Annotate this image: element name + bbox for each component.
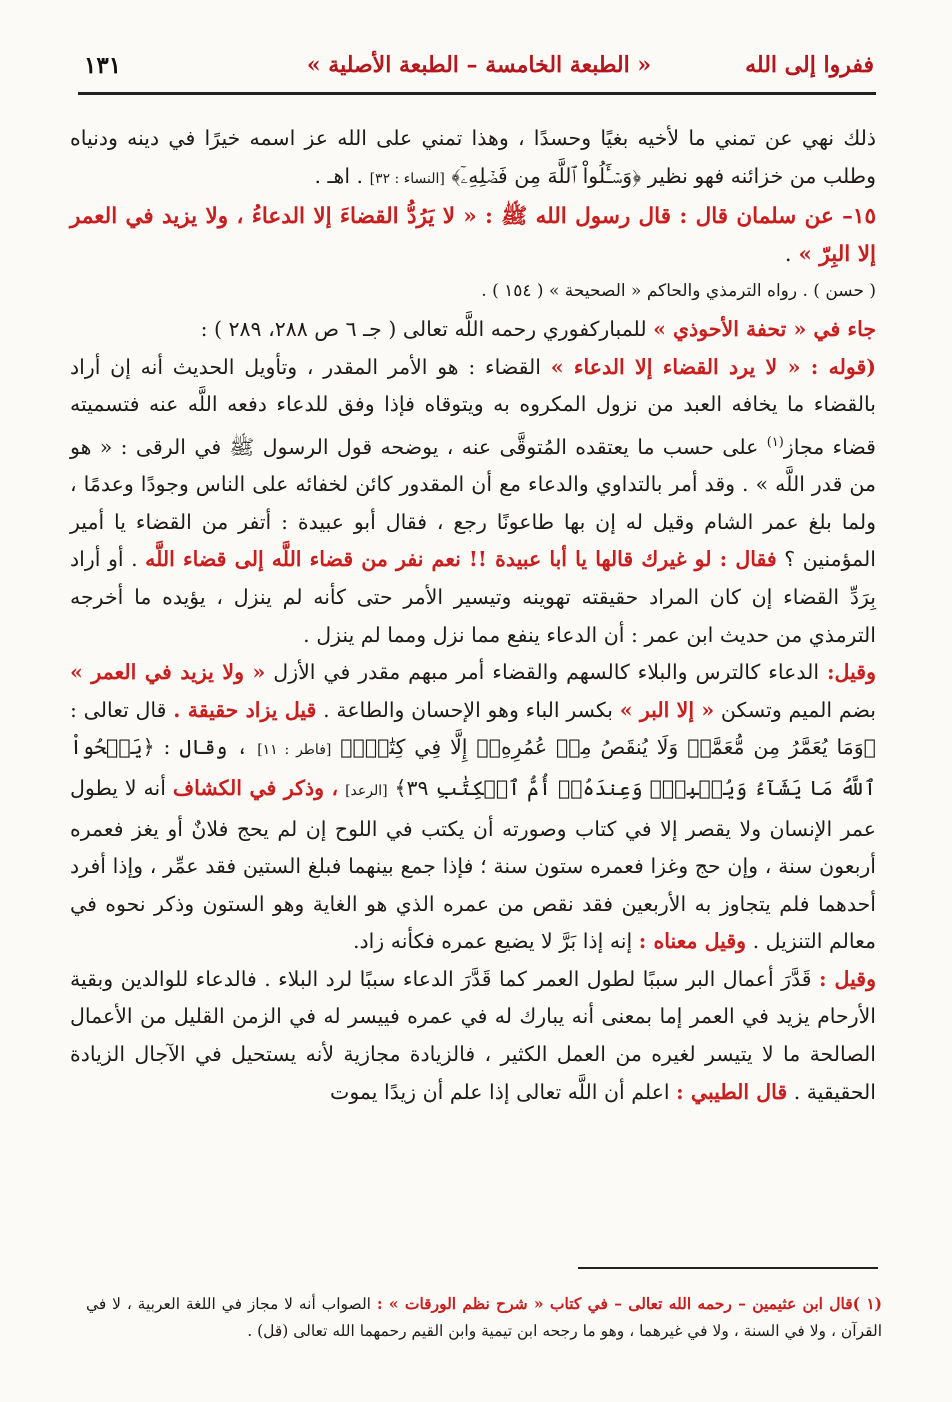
verse-reference: [فاطر : ١١] <box>257 742 332 759</box>
verse-reference: [الرعد] <box>345 782 388 799</box>
book-title: ففروا إلى الله <box>745 52 874 78</box>
paragraph: وقيل : قَدَّرَ أعمال البر سببًا لطول العمر كما قَدَّرَ الدعاء سببًا لرد البلاء . فالدعاء للوالدين وبقية الأرحام يزيد في العمر إما بمعنى أنه يبارك له في عمره فييسر له في الزمن القليل من الأعمال الصالحة ما لا يتيسر لغيره من العمل الكثير ، فالزيادة مجازية لأنه يستحيل في الآجال الزيادة الحقيقية . قال الطيبي : اعلم أن اللَّه تعالى إذا علم أن زيدًا يموت <box>70 966 876 1104</box>
page-number: ١٣١ <box>84 52 122 79</box>
paragraph: (قوله : « لا يرد القضاء إلا الدعاء » القضاء : هو الأمر المقدر ، وتأويل الحديث أنه إن أراد بالقضاء ما يخافه العبد من نزول المكروه به ويتوقاه فإذا وفق للدعاء دفعه اللَّه عنه فتسميته قضاء مجاز$^{(١)}$ على حسب ما يعتقده المُتوقَّى عنه ، يوضحه قول الرسول ﷺ في الرقى : « هو من قدر اللَّه » . وقد أمر بالتداوي والدعاء مع أن المقدور كائن لخفائه على الناس وجودًا وعدمًا ، ولما بلغ عمر الشام وقيل له إن بها طاعونًا رجع ، فقال أبو عبيدة : أتفر من القضاء يا أمير المؤمنين ؟ فقال : لو غيرك قالها يا أبا عبيدة !! نعم نفر من قضاء اللَّه إلى قضاء اللَّه . أو أراد بِرَدِّ القضاء إن كان المراد حقيقته تهوينه وتيسير الأمر حتى كأنه لم ينزل ، يؤيده ما أخرجه الترمذي من حديث ابن عمر : أن الدعاء ينفع مما نزل ومما لم ينزل . <box>70 354 876 647</box>
hadith-heading: ١٥– عن سلمان قال : قال رسول الله ﷺ : « لا يَرُدُّ القضاءَ إلا الدعاءُ ، ولا يزيد في العمر إلا البِرّ » . <box>70 204 876 267</box>
hadith-grade: ( حسن ) . رواه الترمذي والحاكم « الصحيحة » ( ١٥٤ ) . <box>481 281 876 302</box>
main-text <box>70 120 876 1111</box>
edition-label: « الطبعة الخامسة – الطبعة الأصلية » <box>306 52 652 78</box>
footnote-rule <box>578 1267 878 1269</box>
paragraph: جاء في « تحفة الأحوذي » للمباركفوري رحمه اللَّه تعالى ( جـ ٦ ص ٢٨٨، ٢٨٩ ) : <box>200 316 876 341</box>
footnote-source: (١ )قال ابن عثيمين – رحمه الله تعالى – في كتاب « شرح نظم الورقات » : <box>376 1294 882 1313</box>
paragraph: وقيل: الدعاء كالترس والبلاء كالسهم والقضاء أمر مبهم مقدر في الأزل « ولا يزيد في العمر » بضم الميم وتسكن « إلا البر » بكسر الباء وهو الإحسان والطاعة . قيل يزاد حقيقة . قال تعالى : ﴿وَمَا يُعَمَّرُ مِن مُّعَمَّرٖ وَلَا يُنقَصُ مِنۡ عُمُرِهِۦٓ إِلَّا فِي كِتَٰبٍۚ﴾ [فاطر : ١١] ، وقال : ﴿يَمۡحُواْ ٱللَّهُ مَا يَشَآءُ وَيُثۡبِتُۖ وَعِندَهُۥٓ أُمُّ ٱلۡكِتَٰبِ ٣٩﴾ [الرعد] ، وذكر في الكشاف أنه لا يطول عمر الإنسان ولا يقصر إلا في كتاب وصورته أن يكتب في اللوح إن لم يحج فلانٌ أو يغز فعمره أربعون سنة ، وإن حج وغزا فعمره ستون سنة ؛ فإذا جمع بينهما فبلغ الستين فقد عمِّر ، وإذا أفرد أحدهما فلم يتجاوز به الأربعين فقد نقص من عمره الذي هو الغاية وهو الستون وذكر نحوه في معالم التنزيل . وقيل معناه : إنه إذا بَرَّ لا يضيع عمره فكأنه زاد. <box>70 660 876 954</box>
paragraph: ذلك نهي عن تمني ما لأخيه بغيًا وحسدًا ، وهذا تمني على الله عز اسمه خيرًا في دينه ودنياه وطلب من خزائنه فهو نظير ﴿وَسۡـَٔلُواْ ٱللَّهَ مِن فَضۡلِهِۦٓ﴾ [النساء : ٣٢] . اهـ . <box>70 126 876 188</box>
footnote-marker: (١) <box>766 434 784 450</box>
header-rule <box>78 92 876 95</box>
footnote <box>86 1290 882 1345</box>
running-header <box>84 52 874 86</box>
verse-reference: [النساء : ٣٢] <box>369 170 445 187</box>
footnote-text: الصواب أنه لا مجاز في اللغة العربية ، لا في القرآن ، ولا في السنة ، ولا في غيرهما ، وهو ما رجحه ابن تيمية وابن القيم رحمهما الله تعالى (قل) . <box>86 1295 882 1340</box>
